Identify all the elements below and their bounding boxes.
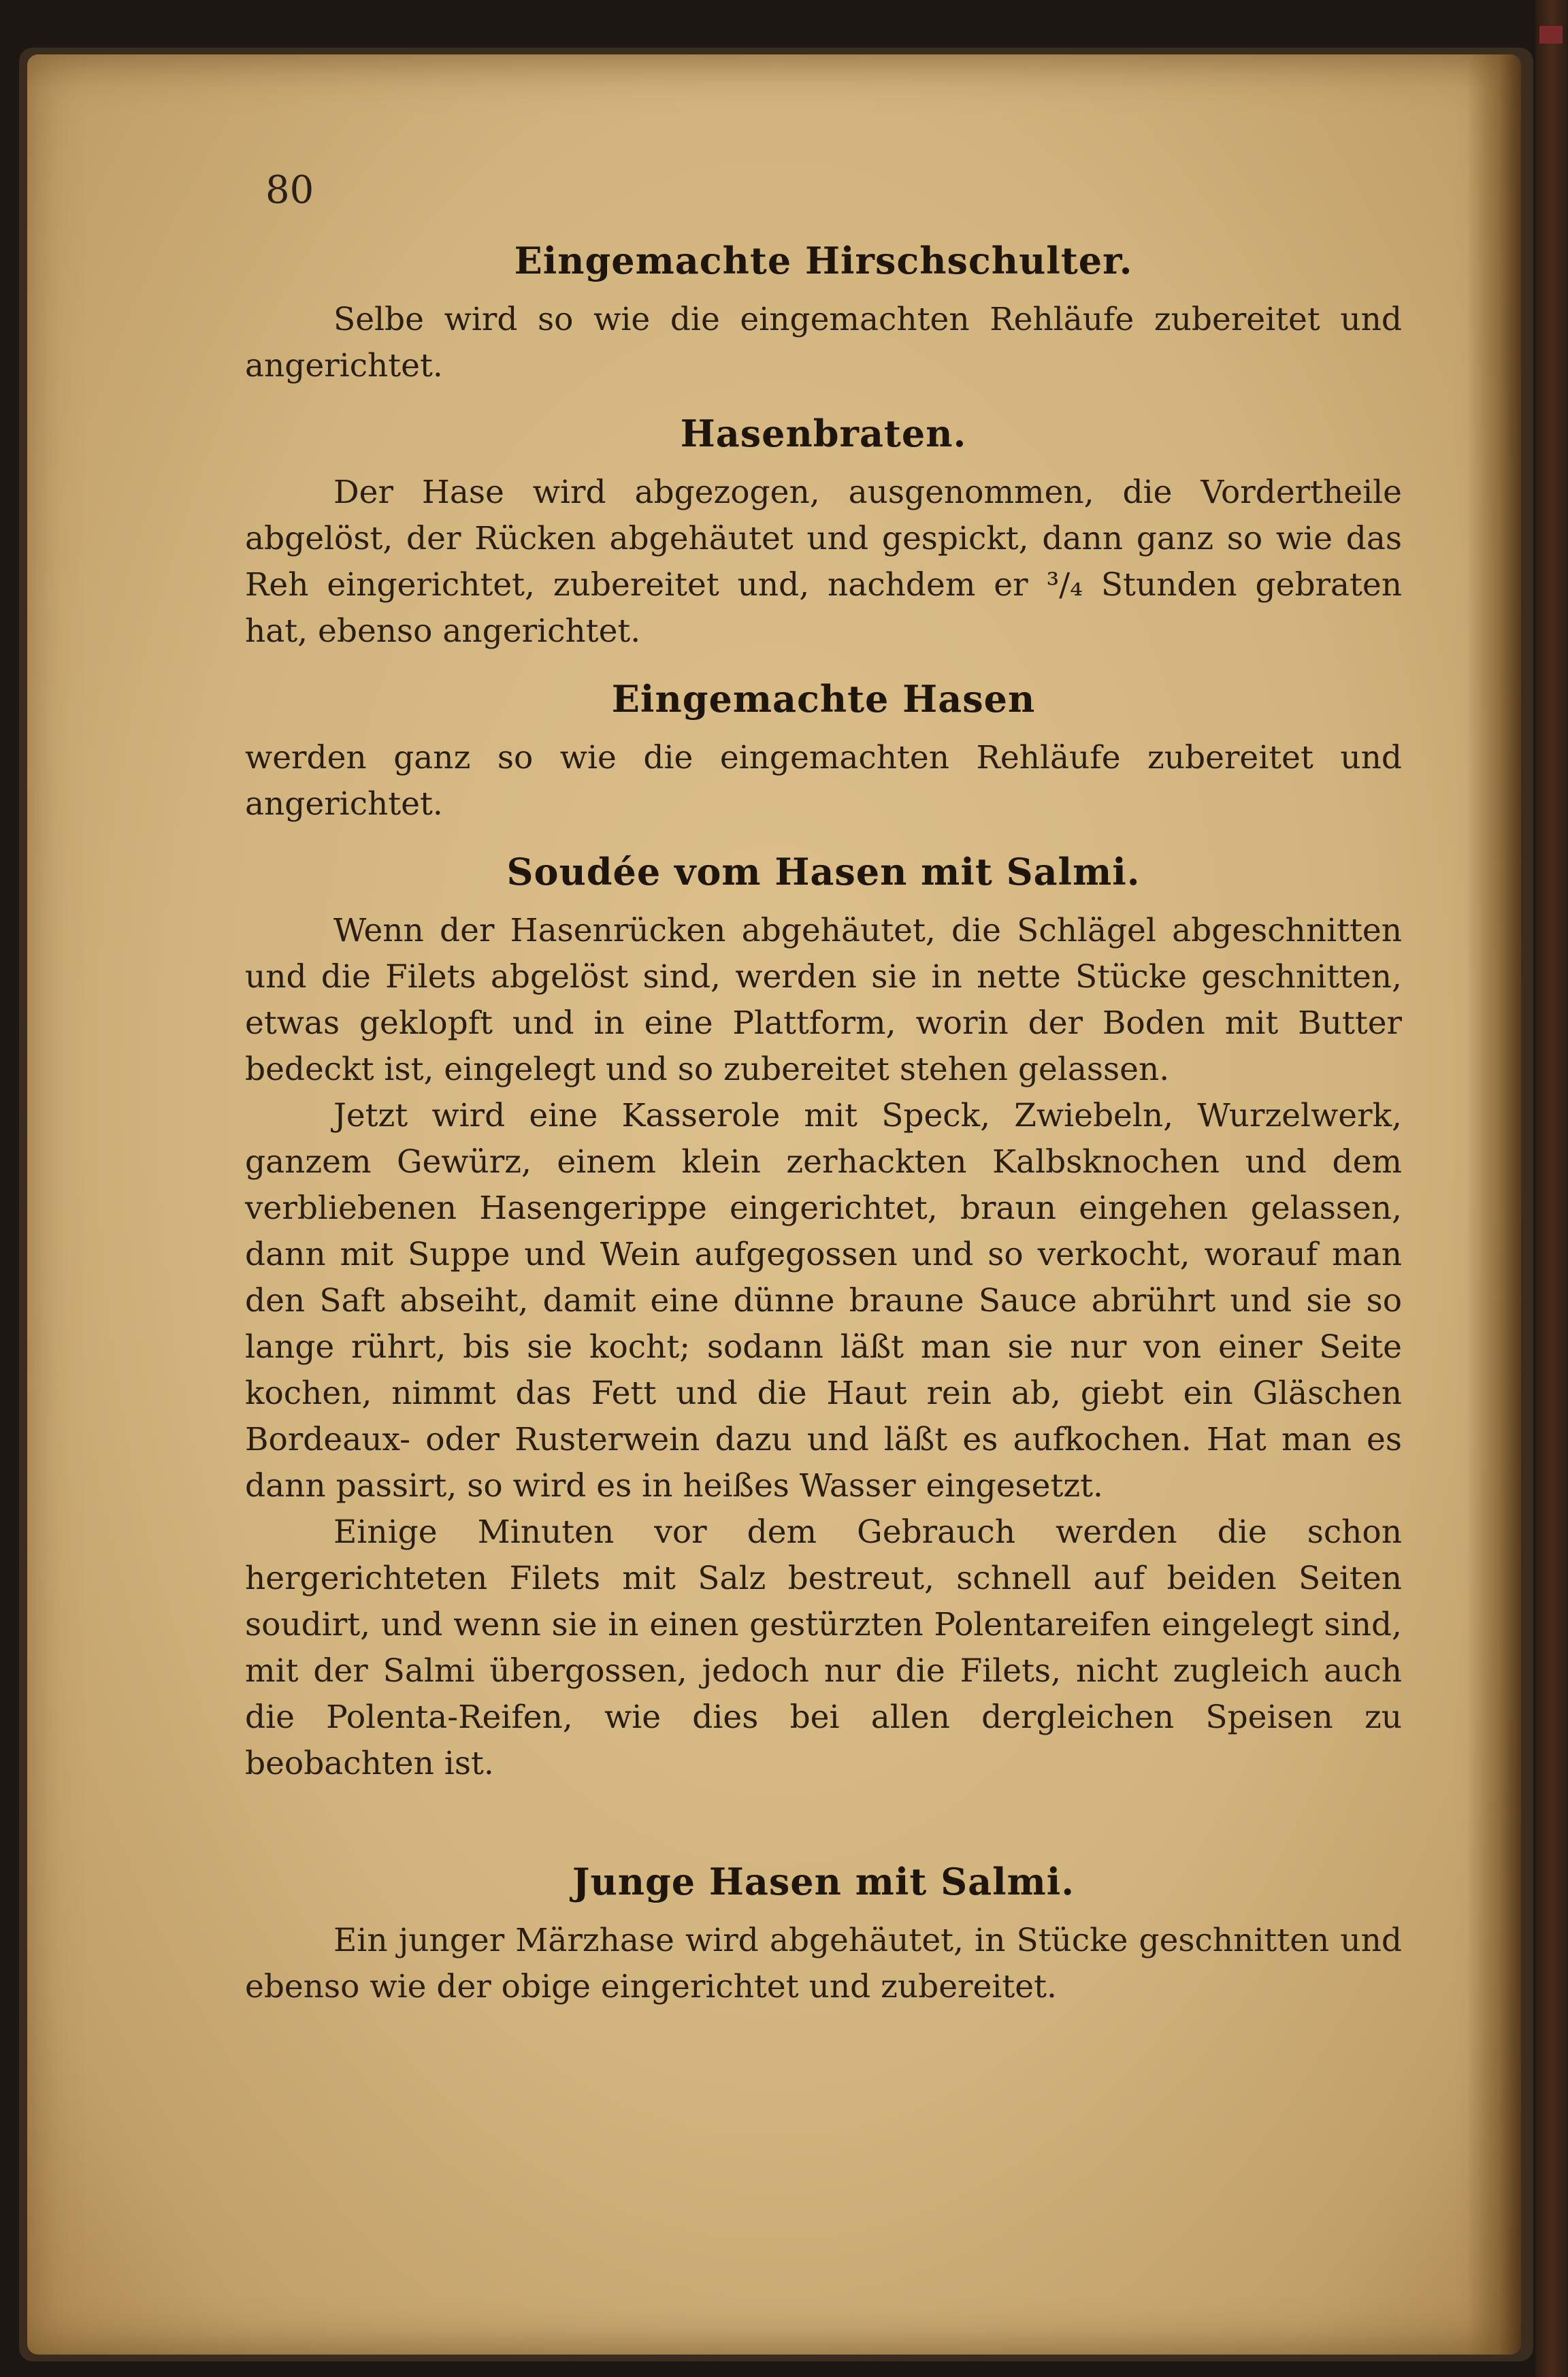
paragraph: Ein junger Märzhase wird abgehäutet, in Stücke geschnitten und ebenso wie der obige eingerichtet und zubereitet. <box>245 1922 1402 2005</box>
spacer <box>245 1809 1402 1850</box>
paragraph: Jetzt wird eine Kasserole mit Speck, Zwiebeln, Wurzelwerk, ganzem Gewürz, einem klein zerhackten Kalbsknochen und dem verbliebenen Hasengerippe eingerichtet, braun eingehen gelassen, dann mit Suppe und Wein aufgegossen und so verkocht, worauf man den Saft abseiht, damit eine dünne braune Sauce abrührt und sie so lange rührt, bis sie kocht; sodann läßt man sie nur von einer Seite kochen, nimmt das Fett und die Haut rein ab, giebt ein Gläschen Bordeaux- oder Rusterwein dazu und läßt es aufkochen. Hat man es dann passirt, so wird es in heißes Wasser eingesetzt. <box>245 1097 1402 1505</box>
section-hasenbraten <box>245 411 1402 655</box>
section-hirschschulter <box>245 238 1402 389</box>
section-title: Hasenbraten. <box>680 412 967 455</box>
page-number: 80 <box>265 168 314 212</box>
section-eingemachte-hasen <box>245 676 1402 827</box>
section-title: Soudée vom Hasen mit Salmi. <box>506 850 1141 894</box>
page-content <box>245 170 1402 2032</box>
paragraph: Wenn der Hasenrücken abgehäutet, die Schlägel abgeschnitten und die Filets abgelöst sind, werden sie in nette Stücke geschnitten, etwas geklopft und in eine Plattform, worin der Boden mit Butter bedeckt ist, eingelegt und so zubereitet stehen gelassen. <box>245 912 1402 1088</box>
bookmark-band <box>1539 26 1563 44</box>
section-junge-hasen <box>245 1859 1402 2010</box>
paragraph: werden ganz so wie die eingemachten Rehläufe zubereitet und angerichtet. <box>245 739 1402 823</box>
paragraph: Selbe wird so wie die eingemachten Rehläufe zubereitet und angerichtet. <box>245 301 1402 384</box>
page-gutter <box>1467 54 1521 2355</box>
paragraph: Der Hase wird abgezogen, ausgenommen, die Vordertheile abgelöst, der Rücken abgehäutet und gespickt, dann ganz so wie das Reh eingerichtet, zubereitet und, nachdem er ³/₄ Stunden gebraten hat, ebenso angerichtet. <box>245 474 1402 650</box>
paragraph: Einige Minuten vor dem Gebrauch werden die schon hergerichteten Filets mit Salz bestreut, schnell auf beiden Seiten soudirt, und wenn sie in einen gestürzten Polentareifen eingelegt sind, mit der Salmi übergossen, jedoch nur die Filets, nicht zugleich auch die Polenta-Reifen, wie dies bei allen dergleichen Speisen zu beobachten ist. <box>245 1513 1402 1782</box>
section-title: Eingemachte Hasen <box>611 677 1036 721</box>
section-title: Eingemachte Hirschschulter. <box>514 239 1133 282</box>
section-title: Junge Hasen mit Salmi. <box>572 1860 1075 1903</box>
section-soudee <box>245 849 1402 1787</box>
book-edge <box>1535 0 1568 2377</box>
